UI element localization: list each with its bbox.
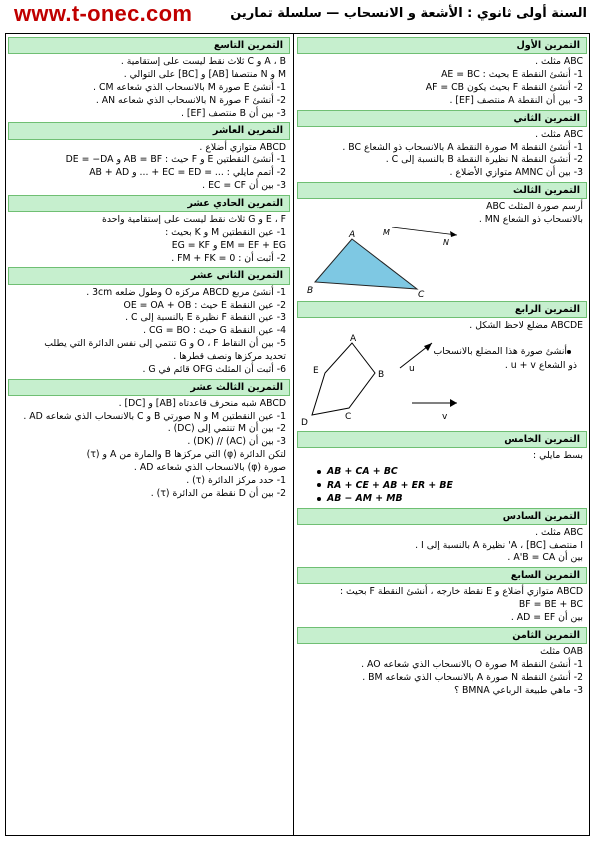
exercise-line: 3- بين أن (AC) // (DK) . <box>187 436 286 448</box>
exercise-11 <box>8 195 290 266</box>
watermark: www.t-onec.com <box>14 1 193 26</box>
left-column <box>8 35 290 501</box>
exercise-line: 4- عين النقطة G حيث : CG = BO . <box>143 325 286 337</box>
exercise-12 <box>8 267 290 376</box>
expression-list <box>297 465 587 505</box>
exercise-line: 2- أنشئ النقطة N صورة A بالانسحاب الذي شعاعه BM . <box>362 671 583 683</box>
exercise-title: التمرين الحادي عشر <box>8 195 290 212</box>
exercise-title: التمرين الثاني عشر <box>8 267 290 284</box>
label-m: M <box>383 227 390 237</box>
exercise-line: A ، B و C ثلاث نقط ليست على إستقامية . <box>120 56 286 68</box>
exercise-line: 6- أثبت أن المثلث OFG قائم في G . <box>142 363 286 375</box>
bullet-icon <box>317 483 321 487</box>
expression-text: RA + CE + AB + ER + BE <box>327 479 453 491</box>
exercise-4 <box>297 301 587 429</box>
exercise-line-text: أنشئ صورة هذا المضلع بالانسحاب <box>433 346 567 358</box>
exercise-line: EM = EF + EG و EG = KF <box>171 239 286 251</box>
label-c: C <box>345 412 352 423</box>
exercise-7 <box>297 567 587 625</box>
exercise-line: 3- بين أن B منتصف [EF] . <box>180 107 286 119</box>
exercise-line: ABCDE مضلع لاحظ الشكل . <box>469 320 583 332</box>
exercise-line: 2- أنشئ النقطة F بحيث يكون AF = CB <box>425 81 583 93</box>
exercise-line: 2- بين أن M تنتمي إلى (DC) . <box>167 423 286 435</box>
exercise-4-instructions <box>433 345 581 372</box>
exercise-title: التمرين الرابع <box>297 301 587 318</box>
label-b: B <box>307 285 314 296</box>
exercise-line: 1- أنشئ النقطتين E و F حيث : AB = BF و DE = −DA <box>65 154 286 166</box>
exercise-line: 3- بين أن AMNC متوازي الأضلاع . <box>449 167 583 179</box>
exercise-line: E ، F و G ثلاث نقط ليست على إستقامية واحدة <box>102 214 286 226</box>
exercise-line: ذو الشعاع u + v . <box>504 359 577 371</box>
exercise-line: ABCD شبه منحرف قاعدتاه [AB] و [DC] . <box>118 397 286 409</box>
label-d: D <box>301 418 308 429</box>
vector-u-arrowhead <box>424 343 432 351</box>
page-header <box>0 0 595 32</box>
vector-v-arrowhead <box>450 399 457 407</box>
exercise-6 <box>297 508 587 566</box>
exercise-line: 2- أتمم مايلي : ... = EC = ED + ... و AB + AD <box>89 167 286 179</box>
label-a: A <box>349 229 356 240</box>
expression-item <box>317 479 587 492</box>
bullet-icon <box>317 470 321 474</box>
exercise-line <box>433 345 581 358</box>
label-u: u <box>409 364 415 375</box>
exercise-1 <box>297 37 587 108</box>
exercise-title: التمرين العاشر <box>8 122 290 139</box>
exercise-13 <box>8 379 290 501</box>
label-b: B <box>378 370 385 381</box>
exercise-title: التمرين الأول <box>297 37 587 54</box>
polygon-abcde <box>312 343 375 415</box>
exercise-line: صورة (φ) بالانسحاب الذي شعاعه AD . <box>133 461 286 473</box>
exercise-line: 2- بين أن D نقطة من الدائرة (τ) . <box>150 487 286 499</box>
exercise-line: 3- ماهي طبيعة الرباعي BMNA ؟ <box>454 684 583 696</box>
exercise-line: 2- أنشئ F صورة N بالانسحاب الذي شعاعه AN . <box>95 94 286 106</box>
exercise-line: OAB مثلث <box>540 646 583 658</box>
exercise-line: 1- عين النقطتين M و N صورتي B و C بالانسحاب الذي شعاعه AD . <box>23 410 286 422</box>
exercise-line: 2- أنشئ النقطة N نظيرة النقطة B بالنسبة إلى C . <box>385 154 583 166</box>
exercise-title: التمرين الثامن <box>297 627 587 644</box>
exercise-line: ABC مثلث . <box>535 526 583 538</box>
label-e: E <box>313 366 319 377</box>
exercise-line: ABC مثلث . <box>535 56 583 68</box>
label-c: C <box>418 289 425 299</box>
exercise-line: أرسم صورة المثلث ABC <box>486 201 583 213</box>
exercise-line: بالانسحاب ذو الشعاع MN . <box>478 214 583 226</box>
exercise-line: ABC مثلث . <box>535 128 583 140</box>
polygon-figure <box>297 333 587 429</box>
exercise-title: التمرين التاسع <box>8 37 290 54</box>
exercise-line: بين أن AD = EF . <box>510 612 583 624</box>
exercise-title: التمرين الثالث <box>297 182 587 199</box>
bullet-icon <box>317 497 321 501</box>
label-v: v <box>442 412 448 423</box>
exercise-10 <box>8 122 290 193</box>
page-title: السنة أولى ثانوي : الأشعة و الانسحاب — سلسلة تمارين <box>230 6 587 21</box>
expression-item <box>317 465 587 478</box>
exercise-line: 3- عين النقطة F نظيرة E بالنسبة إلى C . <box>125 312 286 324</box>
column-divider <box>293 33 294 836</box>
exercise-line: I منتصف [BC] ، A' نظيرة A بالنسبة إلى I . <box>415 539 583 551</box>
exercise-title: التمرين الثاني <box>297 110 587 127</box>
exercise-line: 1- عين النقطتين M و K بحيث : <box>165 226 286 238</box>
exercise-line: 1- حدد مركز الدائرة (τ) . <box>186 474 286 486</box>
label-n: N <box>443 237 449 247</box>
triangle-svg <box>297 227 587 299</box>
exercise-line: بين أن A'B = CA . <box>507 552 583 564</box>
expression-text: AB − AM + MB <box>327 493 403 505</box>
bullet-icon <box>567 350 571 354</box>
exercise-2 <box>297 110 587 181</box>
vector-mn <box>392 227 457 235</box>
exercise-3 <box>297 182 587 299</box>
triangle-abc <box>315 239 417 289</box>
exercise-line: 1- أنشئ E صورة M بالانسحاب الذي شعاعه CM . <box>93 81 286 93</box>
exercise-line: بسط مايلي : <box>533 450 583 462</box>
exercise-line: 1- أنشئ النقطة E بحيث : AE = BC <box>441 69 583 81</box>
expression-text: AB + CA + BC <box>327 466 398 478</box>
right-column <box>297 35 587 699</box>
exercise-line: M و N منتصفا [AB] و [BC] على التوالي . <box>123 69 286 81</box>
exercise-line: 2- أثبت أن : FM + FK = 0 . <box>171 252 286 264</box>
exercise-line: 1- أنشئ مربع ABCD مركزه O وطول ضلعه 3cm . <box>86 286 286 298</box>
exercise-line: ABCD متوازي أضلاع و E نقطة خارجه ، أنشئ النقطة F بحيث : <box>339 586 583 598</box>
exercise-line: BF = BE + BC <box>518 599 583 611</box>
exercise-line: 3- بين أن EC = CF . <box>202 180 286 192</box>
exercise-line: 3- بين أن النقطة A منتصف [EF] . <box>449 94 583 106</box>
exercise-5 <box>297 431 587 505</box>
exercise-title: التمرين الثالث عشر <box>8 379 290 396</box>
label-a: A <box>350 334 357 345</box>
exercise-title: التمرين السابع <box>297 567 587 584</box>
expression-item <box>317 492 587 505</box>
exercise-line: ABCD متوازي أضلاع . <box>199 141 286 153</box>
triangle-figure <box>297 227 587 299</box>
exercise-line: 2- عين النقطة E حيث : OE = OA + OB <box>123 299 286 311</box>
exercise-title: التمرين السادس <box>297 508 587 525</box>
exercise-line: لتكن الدائرة (φ) التي مركزها B والمارة من A و (τ) <box>86 449 286 461</box>
exercise-line: تحديد مركزها ونصف قطرها . <box>173 350 286 362</box>
exercise-9 <box>8 37 290 120</box>
exercise-line: 1- أنشئ النقطة M صورة O بالانسحاب الذي شعاعه AO . <box>361 659 583 671</box>
exercise-line: 1- أنشئ النقطة M صورة النقطة A بالانسحاب ذو الشعاع BC . <box>342 141 583 153</box>
exercise-title: التمرين الخامس <box>297 431 587 448</box>
exercise-line: 5- بين أن النقاط O ، F و G تنتمي إلى نفس الدائرة التي يطلب <box>44 338 286 350</box>
exercise-8 <box>297 627 587 698</box>
vector-mn-arrowhead <box>450 231 457 237</box>
